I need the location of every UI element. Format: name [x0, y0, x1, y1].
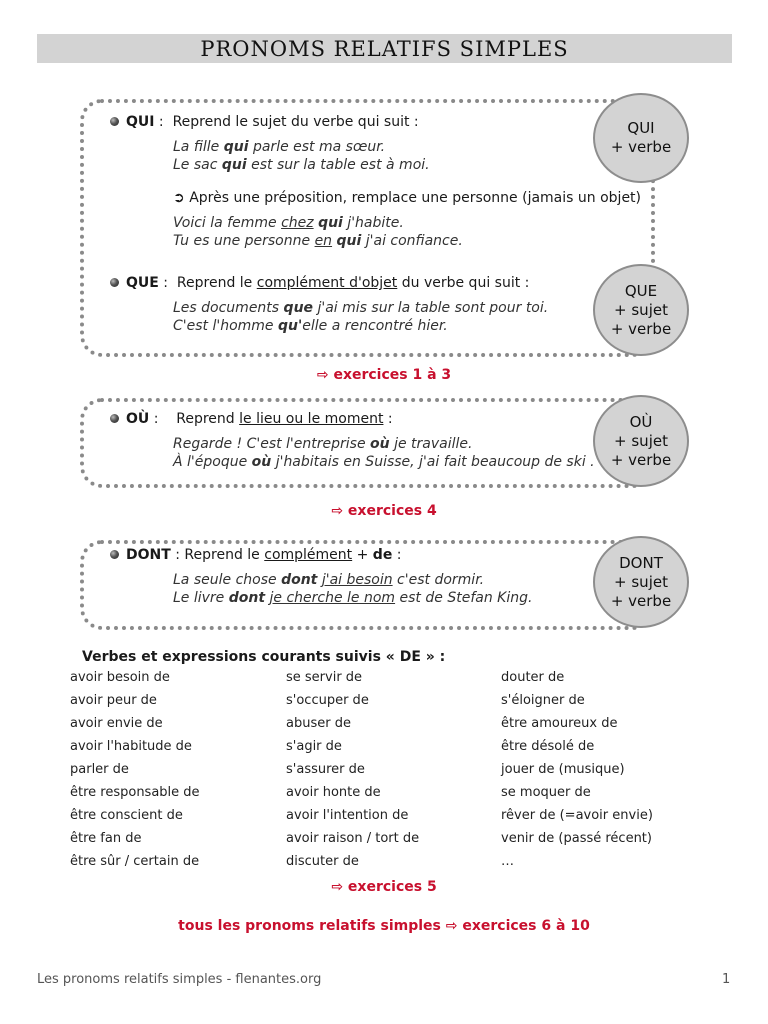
list-item: abuser de — [286, 716, 351, 731]
qui-example-4: Tu es une personne en qui j'ai confiance. — [173, 233, 463, 249]
verbs-column-2 — [286, 670, 419, 877]
list-item: avoir besoin de — [70, 670, 170, 685]
arrow-icon: ➲ — [173, 190, 185, 206]
list-item: être sûr / certain de — [70, 854, 200, 869]
list-item: s'assurer de — [286, 762, 365, 777]
page-title: PRONOMS RELATIFS SIMPLES — [200, 36, 569, 61]
exercises-link-1[interactable]: ⇨ exercices 1 à 3 — [316, 367, 452, 383]
list-item: jouer de (musique) — [501, 762, 625, 777]
dont-label: DONT — [126, 547, 171, 563]
ou-example-1: Regarde ! C'est l'entreprise où je travaille. — [173, 436, 473, 452]
list-item: être responsable de — [70, 785, 200, 800]
que-circle: QUE + sujet + verbe — [593, 264, 689, 356]
que-example-2: C'est l'homme qu'elle a rencontré hier. — [173, 318, 448, 334]
ou-circle: OÙ + sujet + verbe — [593, 395, 689, 487]
qui-label: QUI — [126, 114, 155, 130]
list-item: douter de — [501, 670, 565, 685]
verbs-column-1 — [70, 670, 200, 877]
list-item: être conscient de — [70, 808, 183, 823]
list-item: s'occuper de — [286, 693, 369, 708]
ou-heading: OÙ : Reprend le lieu ou le moment : — [110, 410, 393, 428]
qui-example-2: Le sac qui est sur la table est à moi. — [173, 157, 430, 173]
list-item: avoir honte de — [286, 785, 381, 800]
list-item: avoir l'habitude de — [70, 739, 192, 754]
bullet-icon — [110, 278, 119, 287]
list-item: avoir peur de — [70, 693, 157, 708]
dont-example-1: La seule chose dont j'ai besoin c'est dormir. — [173, 572, 485, 588]
footer-text: Les pronoms relatifs simples - flenantes.org — [37, 972, 322, 987]
qui-example-1: La fille qui parle est ma sœur. — [173, 139, 386, 155]
list-item: être fan de — [70, 831, 142, 846]
qui-circle: QUI + verbe — [593, 93, 689, 183]
qui-example-3: Voici la femme chez qui j'habite. — [173, 215, 404, 231]
que-example-1: Les documents que j'ai mis sur la table sont pour toi. — [173, 300, 549, 316]
qui-note: ➲ Après une préposition, remplace une personne (jamais un objet) — [173, 190, 642, 206]
title-bar — [37, 34, 732, 63]
list-item: … — [501, 854, 514, 869]
list-item: s'agir de — [286, 739, 342, 754]
que-label: QUE — [126, 275, 159, 291]
ou-label: OÙ — [126, 411, 150, 427]
exercises-link-3[interactable]: ⇨ exercices 5 — [331, 879, 437, 895]
list-item: s'éloigner de — [501, 693, 585, 708]
list-item: rêver de (=avoir envie) — [501, 808, 653, 823]
list-item: avoir raison / tort de — [286, 831, 420, 846]
dont-circle: DONT + sujet + verbe — [593, 536, 689, 628]
bullet-icon — [110, 550, 119, 559]
dont-heading: DONT : Reprend le complément + de : — [110, 546, 402, 564]
list-item: avoir l'intention de — [286, 808, 409, 823]
verbs-column-3 — [501, 670, 653, 877]
bullet-icon — [110, 117, 119, 126]
bullet-icon — [110, 414, 119, 423]
list-item: être désolé de — [501, 739, 595, 754]
list-item: discuter de — [286, 854, 359, 869]
dont-example-2: Le livre dont je cherche le nom est de Stefan King. — [173, 590, 533, 606]
exercises-link-2[interactable]: ⇨ exercices 4 — [331, 503, 437, 519]
que-heading: QUE : Reprend le complément d'objet du verbe qui suit : — [110, 274, 529, 292]
verbs-heading: Verbes et expressions courants suivis « DE » : — [82, 649, 446, 665]
qui-description: Reprend le sujet du verbe qui suit : — [172, 114, 419, 130]
list-item: venir de (passé récent) — [501, 831, 652, 846]
list-item: parler de — [70, 762, 129, 777]
page-number: 1 — [722, 972, 731, 987]
list-item: avoir envie de — [70, 716, 163, 731]
list-item: se moquer de — [501, 785, 591, 800]
qui-heading: QUI : Reprend le sujet du verbe qui suit : — [110, 113, 419, 131]
list-item: se servir de — [286, 670, 363, 685]
list-item: être amoureux de — [501, 716, 618, 731]
exercises-link-4[interactable]: tous les pronoms relatifs simples ⇨ exercices 6 à 10 — [178, 918, 590, 934]
ou-example-2: À l'époque où j'habitais en Suisse, j'ai fait beaucoup de ski . — [173, 454, 595, 470]
